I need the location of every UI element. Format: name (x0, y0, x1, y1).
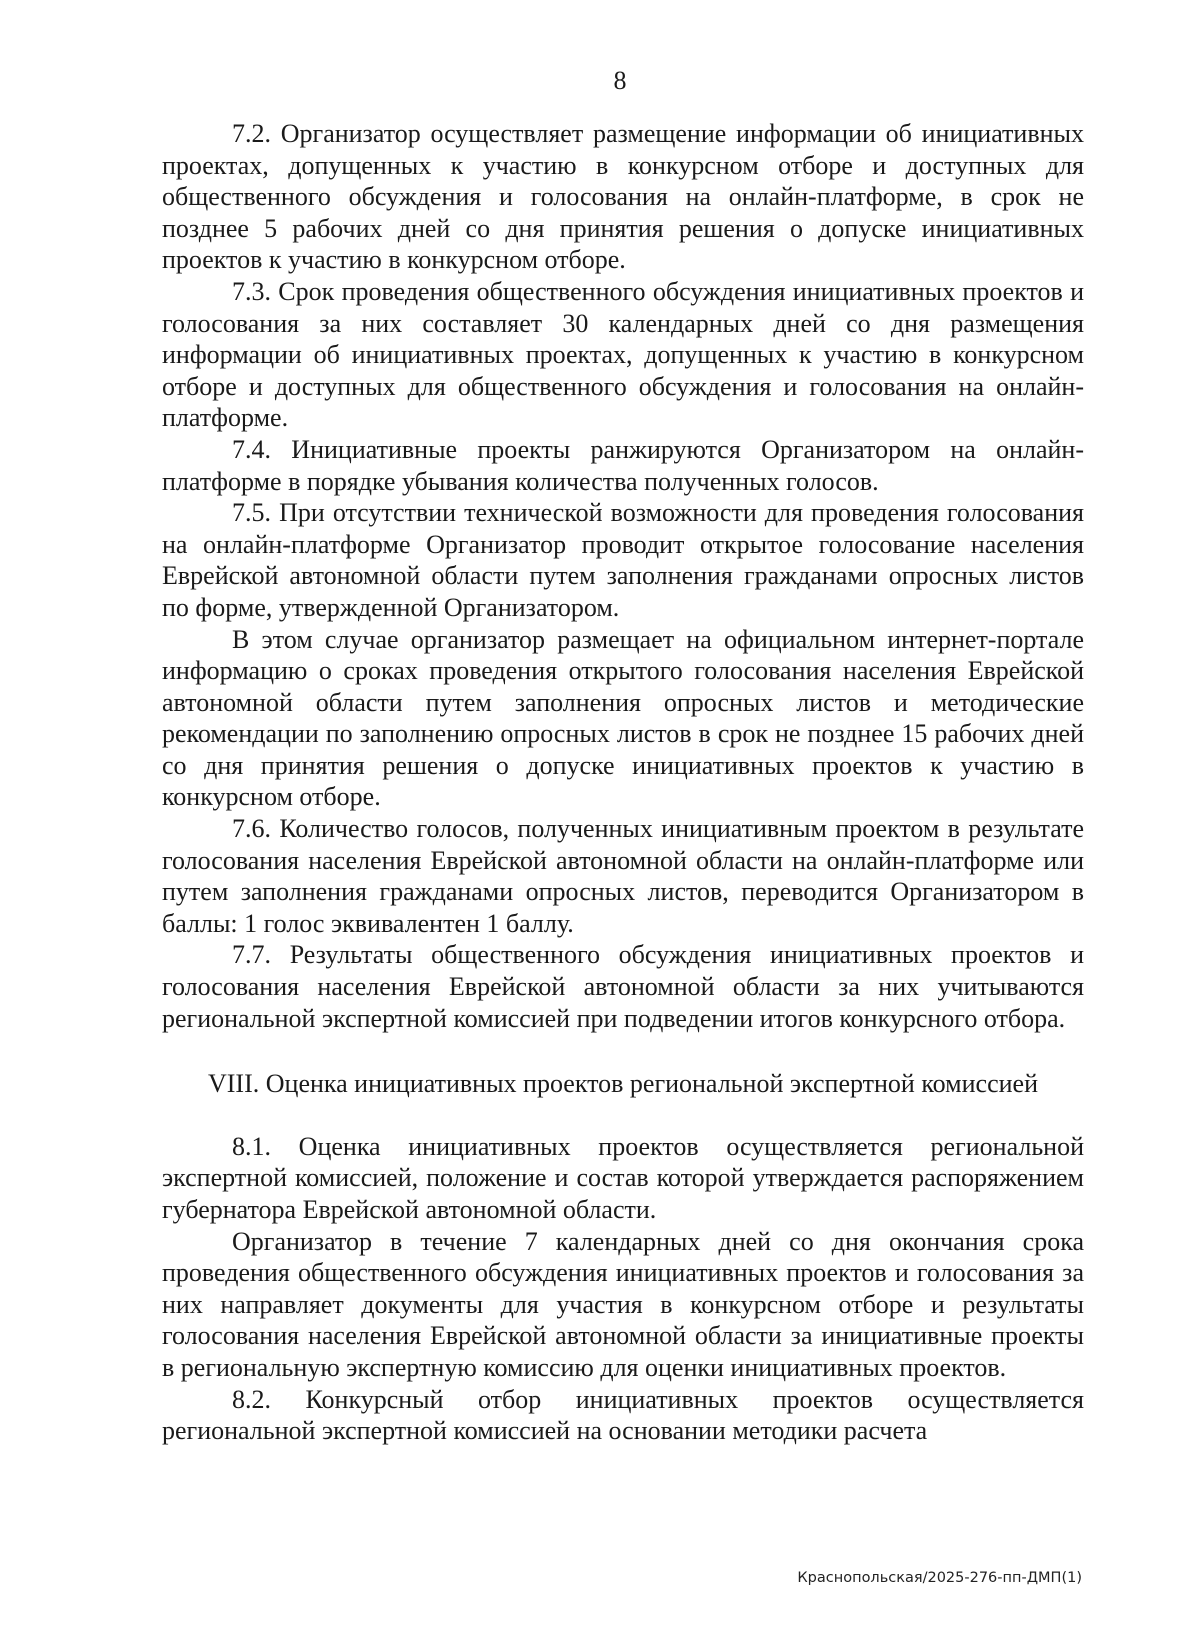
paragraph-7-6: 7.6. Количество голосов, полученных инициативным проектом в результате голосования населения Еврейской автономной области на онлайн-платформе или путем заполнения гражданами опросных листов, переводится Организатором в баллы: 1 голос эквивалентен 1 баллу. (162, 814, 1084, 938)
paragraph-7-3: 7.3. Срок проведения общественного обсуждения инициативных проектов и голосования за них составляет 30 календарных дней со дня размещения информации об инициативных проектах, допущенных к участию в конкурсном отборе и доступных для общественного обсуждения и голосования на онлайн-платформе. (162, 276, 1084, 433)
paragraph-7-4: 7.4. Инициативные проекты ранжируются Организатором на онлайн-платформе в порядке убывания количества полученных голосов. (162, 434, 1084, 496)
document-registration-code: Краснопольская/2025-276-пп-ДМП(1) (797, 1570, 1082, 1586)
paragraph-7-5: 7.5. При отсутствии технической возможности для проведения голосования на онлайн-платформе Организатор проводит открытое голосование населения Еврейской автономной области путем заполнения гражданами опросных листов по форме, утвержденной Организатором. (162, 498, 1084, 622)
paragraph-8-2: 8.2. Конкурсный отбор инициативных проектов осуществляется региональной экспертной комиссией на основании методики расчета (162, 1384, 1084, 1446)
paragraph-7-7: 7.7. Результаты общественного обсуждения инициативных проектов и голосования населения Еврейской автономной области за них учитываются региональной экспертной комиссией при подведении итогов конкурсного отбора. (162, 940, 1084, 1033)
paragraph-7-2: 7.2. Организатор осуществляет размещение информации об инициативных проектах, допущенных к участию в конкурсном отборе и доступных для общественного обсуждения и голосования на онлайн-платформе, в срок не позднее 5 рабочих дней со дня принятия решения о допуске инициативных проектов к участию в конкурсном отборе. (162, 119, 1084, 275)
paragraph-8-1-continued: Организатор в течение 7 календарных дней со дня окончания срока проведения общественного обсуждения инициативных проектов и голосования за них направляет документы для участия в конкурсном отборе и результаты голосования населения Еврейской автономной области за инициативные проекты в региональную экспертную комиссию для оценки инициативных проектов. (162, 1226, 1084, 1382)
page-number: 8 (613, 66, 627, 95)
document-body (162, 118, 1084, 1447)
paragraph-7-5-continued: В этом случае организатор размещает на официальном интернет-портале информацию о сроках проведения открытого голосования населения Еврейской автономной области путем заполнения опросных листов и методические рекомендации по заполнению опросных листов в срок не позднее 15 рабочих дней со дня принятия решения о допуске инициативных проектов к участию в конкурсном отборе. (162, 624, 1084, 812)
paragraph-8-1: 8.1. Оценка инициативных проектов осуществляется региональной экспертной комиссией, положение и состав которой утверждается распоряжением губернатора Еврейской автономной области. (162, 1131, 1084, 1224)
section-heading-viii: VIII. Оценка инициативных проектов региональной экспертной комиссией (208, 1069, 1038, 1099)
